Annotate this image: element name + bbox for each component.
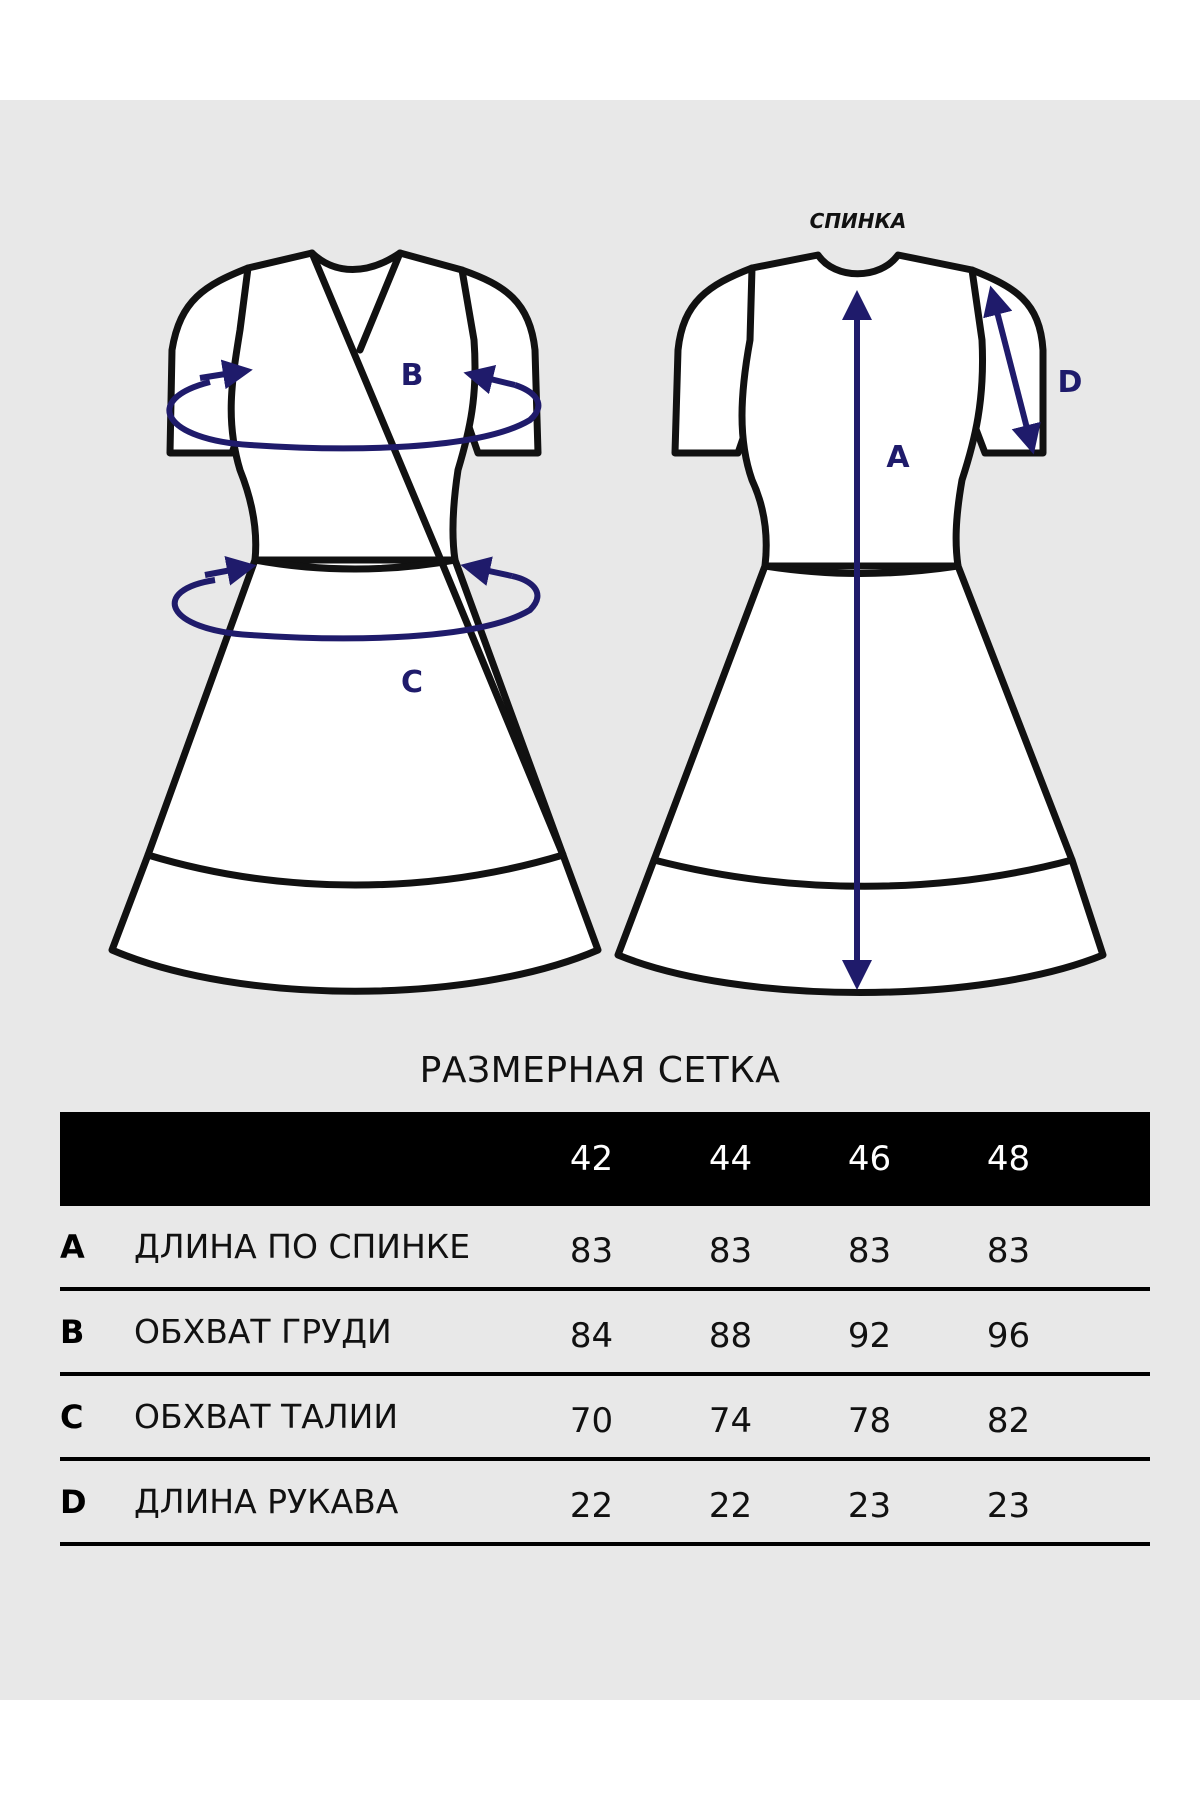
row-label: ДЛИНА ПО СПИНКЕ [134,1227,471,1266]
table-row [60,1461,1150,1546]
size-header-cell: 48 [986,1139,1031,1179]
row-key: B [60,1312,85,1351]
row-value: 82 [986,1400,1031,1441]
row-value: 23 [986,1485,1031,1526]
row-value: 23 [847,1485,892,1526]
size-header-cell: 42 [569,1139,614,1179]
row-label: ОБХВАТ ТАЛИИ [134,1397,398,1436]
row-key: D [60,1482,87,1521]
row-key: A [60,1227,85,1266]
row-value: 83 [986,1230,1031,1271]
row-value: 22 [708,1485,753,1526]
size-chart-title: РАЗМЕРНАЯ СЕТКА [419,1050,781,1091]
row-value: 92 [847,1315,892,1356]
size-header-row [60,1112,1150,1206]
row-value: 84 [569,1315,614,1356]
table-row [60,1291,1150,1376]
marker-a: A [886,440,910,475]
row-key: C [60,1397,84,1436]
row-value: 96 [986,1315,1031,1356]
row-value: 88 [708,1315,753,1356]
table-row [60,1376,1150,1461]
row-label: ОБХВАТ ГРУДИ [134,1312,392,1351]
row-value: 70 [569,1400,614,1441]
row-value: 78 [847,1400,892,1441]
marker-d: D [1057,365,1083,400]
size-chart-table [60,1112,1150,1546]
size-header-cell: 44 [708,1139,753,1179]
back-view-label: СПИНКА [809,209,907,233]
table-row [60,1206,1150,1291]
row-value: 22 [569,1485,614,1526]
row-value: 83 [708,1230,753,1271]
row-value: 83 [847,1230,892,1271]
size-header-cell: 46 [847,1139,892,1179]
row-label: ДЛИНА РУКАВА [134,1482,399,1521]
back-dress-outline [618,255,1103,993]
row-value: 74 [708,1400,753,1441]
row-value: 83 [569,1230,614,1271]
marker-b: B [400,358,424,393]
marker-c: C [400,665,424,700]
